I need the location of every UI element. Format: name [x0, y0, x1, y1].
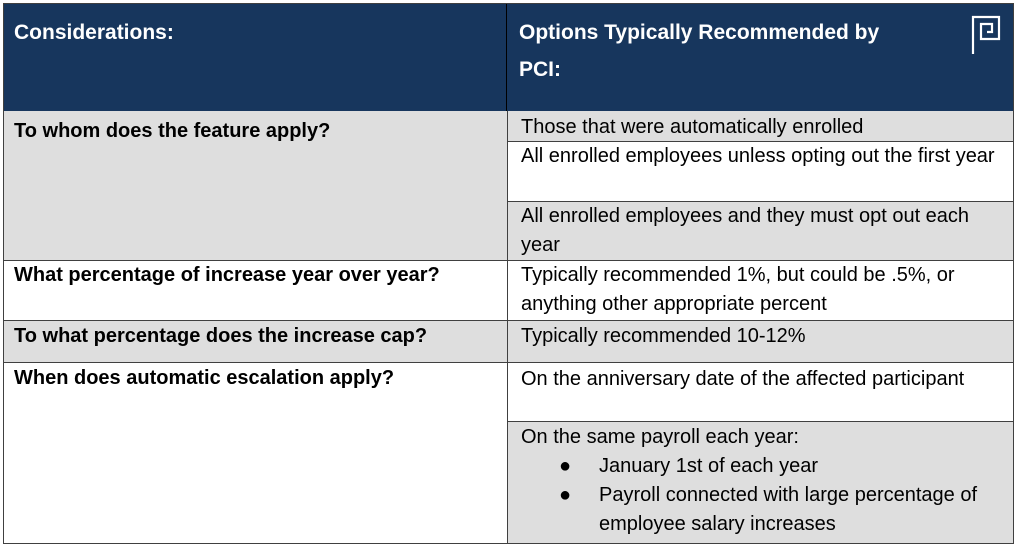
- question-text: When does automatic escalation apply?: [14, 367, 395, 389]
- option-cell: [508, 201, 1013, 260]
- list-item: [521, 452, 1005, 481]
- option-cell: [508, 362, 1013, 421]
- question-cell: [4, 320, 508, 362]
- header-options-line1: Options Typically Recommended by: [519, 21, 880, 44]
- question-text: What percentage of increase year over year?: [14, 264, 440, 286]
- header-options-line2: PCI:: [519, 58, 561, 81]
- bullet-list: [521, 452, 1005, 539]
- header-options: [519, 14, 939, 88]
- option-text: Typically recommended 1%, but could be .5%, or anything other appropriate percent: [521, 264, 955, 315]
- question-cell: [4, 362, 508, 543]
- option-text: Those that were automatically enrolled: [521, 116, 864, 138]
- option-text: All enrolled employees and they must opt out each year: [521, 205, 970, 256]
- recommendations-table: [3, 3, 1014, 544]
- option-cell: [508, 111, 1013, 141]
- option-text: Typically recommended 10-12%: [521, 325, 806, 347]
- header-options-cell: [507, 4, 1013, 111]
- option-cell: [508, 320, 1013, 362]
- option-text: On the anniversary date of the affected participant: [521, 368, 965, 390]
- payroll-intro: On the same payroll each year:: [521, 426, 799, 448]
- question-cell: [4, 260, 508, 320]
- option-cell: [508, 141, 1013, 201]
- option-cell: [508, 421, 1013, 543]
- bullet-text: January 1st of each year: [599, 455, 819, 477]
- header-considerations-cell: [4, 4, 507, 111]
- option-cell: [508, 260, 1013, 320]
- header-considerations: Considerations:: [14, 21, 174, 44]
- option-text: All enrolled employees unless opting out the first year: [521, 145, 995, 167]
- table-header: [4, 4, 1013, 111]
- bullet-text: Payroll connected with large percentage of employee salary increases: [599, 484, 978, 535]
- bullet-icon: ●: [559, 484, 572, 506]
- list-item: [521, 481, 1005, 539]
- question-text: To whom does the feature apply?: [14, 120, 331, 142]
- question-cell: [4, 111, 508, 260]
- greek-key-logo-icon: [971, 15, 1001, 55]
- bullet-icon: ●: [559, 455, 572, 477]
- question-text: To what percentage does the increase cap?: [14, 325, 428, 347]
